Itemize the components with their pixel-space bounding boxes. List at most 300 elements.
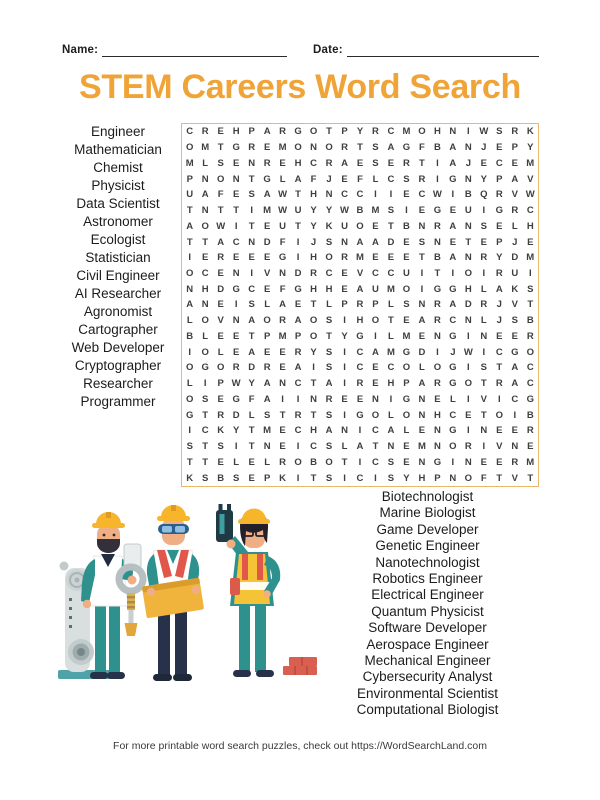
grid-letter-r23c2: S xyxy=(202,472,209,484)
grid-letter-r18c10: R xyxy=(325,393,333,405)
grid-letter-r6c22: R xyxy=(511,205,519,217)
footer-note: For more printable word search puzzles, check out https://WordSearchLand.com xyxy=(113,740,487,752)
word-list-item: Statistician xyxy=(85,250,151,265)
grid-letter-r10c12: V xyxy=(356,268,364,280)
grid-letter-r21c18: O xyxy=(449,441,457,453)
grid-letter-r6c1: T xyxy=(186,205,193,217)
grid-letter-r4c15: S xyxy=(403,173,410,185)
grid-letter-r15c12: C xyxy=(356,346,364,358)
grid-letter-r18c13: N xyxy=(372,393,379,405)
grid-letter-r6c21: G xyxy=(495,205,503,217)
grid-letter-r8c20: E xyxy=(480,236,487,248)
grid-letter-r4c16: R xyxy=(418,173,426,185)
grid-letter-r10c19: O xyxy=(464,268,473,280)
grid-letter-r11c13: U xyxy=(372,283,379,295)
grid-letter-r11c1: N xyxy=(186,283,194,295)
grid-letter-r19c6: S xyxy=(263,409,271,421)
grid-letter-r22c9: B xyxy=(310,456,317,468)
grid-letter-r7c16: N xyxy=(418,220,426,232)
engineers-illustration xyxy=(45,494,330,686)
grid-letter-r4c7: L xyxy=(279,173,286,185)
grid-letter-r12c1: A xyxy=(186,299,194,311)
grid-letter-r3c21: C xyxy=(495,157,503,169)
word-list-item: Data Scientist xyxy=(76,196,160,211)
name-label: Name: xyxy=(62,44,99,56)
grid-letter-r18c15: G xyxy=(402,393,411,405)
grid-letter-r10c3: E xyxy=(217,268,224,280)
grid-letter-r2c17: B xyxy=(433,142,441,154)
grid-letter-r1c4: H xyxy=(232,126,240,138)
grid-letter-r18c18: L xyxy=(449,393,456,405)
grid-letter-r9c11: R xyxy=(341,252,348,264)
grid-letter-r15c18: J xyxy=(450,346,456,358)
grid-letter-r20c21: E xyxy=(496,425,503,437)
grid-letter-r14c9: O xyxy=(309,330,318,342)
grid-letter-r19c15: O xyxy=(402,409,411,421)
wordsearch-grid xyxy=(181,123,539,487)
grid-letter-r3c10: R xyxy=(325,157,333,169)
grid-letter-r16c13: E xyxy=(372,362,379,374)
grid-letter-r1c5: P xyxy=(248,126,255,138)
grid-letter-r2c10: O xyxy=(325,142,333,154)
grid-letter-r15c8: R xyxy=(294,346,302,358)
grid-letter-r19c12: G xyxy=(356,409,364,421)
grid-letter-r12c22: V xyxy=(511,299,518,311)
grid-letter-r16c14: C xyxy=(387,362,395,374)
grid-letter-r15c19: W xyxy=(463,346,473,358)
grid-letter-r9c5: E xyxy=(248,252,255,264)
grid-letter-r12c23: T xyxy=(527,299,534,311)
grid-letter-r18c2: S xyxy=(202,393,209,405)
grid-letter-r18c16: N xyxy=(418,393,426,405)
grid-letter-r22c10: O xyxy=(325,456,333,468)
grid-letter-r19c3: R xyxy=(217,409,225,421)
grid-letter-r2c5: R xyxy=(248,142,256,154)
grid-letter-r13c23: B xyxy=(526,315,534,327)
grid-letter-r20c1: I xyxy=(188,425,192,437)
grid-letter-r3c16: T xyxy=(419,157,425,169)
grid-letter-r8c11: N xyxy=(341,236,348,248)
grid-letter-r17c3: P xyxy=(217,378,224,390)
grid-letter-r6c16: E xyxy=(418,205,426,217)
grid-letter-r9c20: R xyxy=(480,252,488,264)
grid-letter-r17c7: N xyxy=(279,378,287,390)
grid-letter-r5c19: B xyxy=(464,189,472,201)
grid-letter-r13c19: N xyxy=(464,315,472,327)
grid-letter-r3c18: A xyxy=(449,157,457,169)
grid-letter-r11c12: A xyxy=(356,283,364,295)
grid-letter-r22c4: L xyxy=(233,456,240,468)
grid-letter-r6c17: G xyxy=(433,205,442,217)
grid-letter-r6c10: Y xyxy=(325,205,333,217)
grid-letter-r23c11: I xyxy=(343,472,346,484)
grid-letter-r20c2: C xyxy=(201,425,209,437)
grid-letter-r5c11: C xyxy=(341,189,348,201)
grid-letter-r2c20: J xyxy=(481,142,487,154)
grid-letter-r18c23: G xyxy=(526,393,534,405)
grid-letter-r8c13: A xyxy=(372,236,379,248)
grid-letter-r17c22: A xyxy=(511,378,519,390)
grid-letter-r4c11: E xyxy=(341,173,348,185)
grid-letter-r20c18: G xyxy=(449,425,457,437)
grid-letter-r8c21: P xyxy=(496,236,503,248)
grid-letter-r1c21: S xyxy=(496,126,503,138)
grid-letter-r19c1: G xyxy=(186,409,194,421)
grid-letter-r20c13: C xyxy=(372,425,379,437)
grid-letter-r13c3: V xyxy=(217,315,224,327)
grid-letter-r17c23: C xyxy=(526,378,534,390)
grid-letter-r12c21: J xyxy=(496,299,502,311)
grid-letter-r14c4: E xyxy=(232,330,240,342)
grid-letter-r16c2: G xyxy=(201,362,209,374)
grid-letter-r18c12: E xyxy=(356,393,364,405)
grid-letter-r19c2: T xyxy=(202,409,209,421)
word-list-item: Researcher xyxy=(83,376,153,391)
grid-letter-r18c6: A xyxy=(263,393,271,405)
grid-letter-r9c2: E xyxy=(202,252,209,264)
grid-letter-r16c18: G xyxy=(449,362,457,374)
grid-letter-r13c4: N xyxy=(232,315,240,327)
word-list-item: Web Developer xyxy=(71,340,165,355)
grid-letter-r12c10: L xyxy=(326,299,332,311)
grid-letter-r3c12: E xyxy=(356,157,364,169)
grid-letter-r16c22: A xyxy=(511,362,519,374)
grid-letter-r13c17: R xyxy=(433,315,441,327)
grid-letter-r22c19: N xyxy=(464,456,472,468)
grid-letter-r21c12: A xyxy=(356,441,364,453)
grid-letter-r8c22: J xyxy=(512,236,518,248)
grid-letter-r7c23: H xyxy=(526,220,534,232)
grid-letter-r16c4: R xyxy=(232,362,240,374)
grid-letter-r9c13: E xyxy=(372,252,379,264)
grid-letter-r21c5: T xyxy=(248,441,255,453)
grid-letter-r18c17: E xyxy=(434,393,441,405)
grid-letter-r20c22: E xyxy=(511,425,518,437)
grid-letter-r8c19: T xyxy=(465,236,472,248)
grid-letter-r1c2: R xyxy=(201,126,209,138)
grid-letter-r2c11: R xyxy=(341,142,348,154)
grid-letter-r13c6: O xyxy=(263,315,271,327)
grid-letter-r8c1: T xyxy=(186,236,193,248)
grid-letter-r17c20: T xyxy=(480,378,487,390)
word-list-item: Physicist xyxy=(91,178,145,193)
grid-letter-r15c4: E xyxy=(232,346,240,358)
grid-letter-r2c8: O xyxy=(294,142,302,154)
grid-letter-r11c14: M xyxy=(386,283,395,295)
grid-letter-r7c20: S xyxy=(480,220,487,232)
grid-letter-r15c5: A xyxy=(248,346,256,358)
grid-letter-r1c20: W xyxy=(479,126,489,138)
grid-letter-r22c12: I xyxy=(358,456,362,468)
grid-letter-r15c10: S xyxy=(325,346,333,358)
grid-letter-r13c2: O xyxy=(201,315,209,327)
grid-letter-r8c2: T xyxy=(202,236,209,248)
grid-letter-r13c13: O xyxy=(371,315,380,327)
grid-letter-r14c13: I xyxy=(374,330,377,342)
grid-letter-r17c16: A xyxy=(418,378,426,390)
grid-letter-r22c16: N xyxy=(418,456,426,468)
grid-letter-r2c22: P xyxy=(511,142,518,154)
grid-letter-r10c17: T xyxy=(434,268,441,280)
grid-letter-r16c20: S xyxy=(480,362,487,374)
grid-letter-r23c19: O xyxy=(464,472,473,484)
grid-letter-r23c17: P xyxy=(434,472,441,484)
grid-letter-r2c12: T xyxy=(357,142,363,154)
grid-letter-r16c6: R xyxy=(263,362,271,374)
grid-letter-r3c8: H xyxy=(294,157,302,169)
grid-letter-r17c6: A xyxy=(263,378,271,390)
word-list-item: Agronomist xyxy=(83,304,153,319)
grid-letter-r23c14: S xyxy=(387,472,395,484)
grid-letter-r7c22: L xyxy=(511,220,518,232)
grid-letter-r15c20: I xyxy=(482,346,486,358)
grid-letter-r14c2: L xyxy=(202,330,209,342)
grid-letter-r12c8: E xyxy=(294,299,302,311)
grid-letter-r13c15: E xyxy=(403,315,410,327)
grid-letter-r1c17: H xyxy=(433,126,441,138)
grid-letter-r22c5: E xyxy=(248,456,255,468)
grid-letter-r11c7: F xyxy=(279,283,286,295)
grid-letter-r3c19: J xyxy=(465,157,471,169)
grid-letter-r14c19: I xyxy=(467,330,470,342)
grid-letter-r2c6: E xyxy=(263,142,271,154)
grid-letter-r21c8: I xyxy=(296,441,300,453)
grid-letter-r18c7: I xyxy=(281,393,284,405)
grid-letter-r17c19: O xyxy=(464,378,473,390)
grid-letter-r8c5: N xyxy=(248,236,256,248)
grid-letter-r13c7: R xyxy=(279,315,287,327)
grid-letter-r21c16: M xyxy=(417,441,426,453)
grid-letter-r17c9: T xyxy=(310,378,317,390)
grid-letter-r10c2: C xyxy=(201,268,209,280)
grid-letter-r5c15: E xyxy=(403,189,410,201)
grid-letter-r12c18: A xyxy=(449,299,457,311)
grid-letter-r8c18: E xyxy=(449,236,457,248)
grid-letter-r4c19: N xyxy=(464,173,472,185)
grid-letter-r9c1: I xyxy=(188,252,192,264)
grid-letter-r5c21: R xyxy=(495,189,503,201)
grid-letter-r12c12: R xyxy=(356,299,364,311)
grid-letter-r21c19: R xyxy=(464,441,472,453)
grid-letter-r1c9: O xyxy=(309,126,318,138)
grid-letter-r7c3: W xyxy=(216,220,226,232)
grid-letter-r17c17: R xyxy=(433,378,441,390)
grid-letter-r6c11: W xyxy=(340,205,349,217)
grid-letter-r6c20: I xyxy=(482,205,486,217)
grid-letter-r14c5: T xyxy=(248,330,255,342)
grid-letter-r11c6: E xyxy=(263,283,271,295)
grid-letter-r20c11: N xyxy=(341,425,348,437)
grid-letter-r2c14: A xyxy=(387,142,395,154)
grid-letter-r10c6: V xyxy=(263,268,271,280)
grid-letter-r17c5: Y xyxy=(248,378,255,390)
grid-letter-r10c7: N xyxy=(279,268,287,280)
grid-letter-r1c3: E xyxy=(217,126,224,138)
word-list-item: Engineer xyxy=(90,124,146,139)
grid-letter-r12c16: N xyxy=(418,299,426,311)
grid-letter-r21c15: E xyxy=(403,441,410,453)
grid-letter-r1c12: Y xyxy=(356,126,364,138)
grid-letter-r9c8: I xyxy=(296,252,300,264)
grid-letter-r4c13: L xyxy=(372,173,379,185)
grid-letter-r4c14: C xyxy=(387,173,395,185)
grid-letter-r20c6: M xyxy=(263,425,272,437)
grid-letter-r20c5: T xyxy=(248,425,255,437)
grid-letter-r3c6: R xyxy=(263,157,271,169)
grid-letter-r2c18: A xyxy=(449,142,457,154)
grid-letter-r15c9: Y xyxy=(310,346,317,358)
grid-letter-r9c19: N xyxy=(464,252,472,264)
grid-letter-r7c5: T xyxy=(248,220,255,232)
name-field xyxy=(62,43,287,57)
grid-letter-r2c13: S xyxy=(372,142,379,154)
grid-letter-r17c12: R xyxy=(356,378,364,390)
grid-letter-r22c8: O xyxy=(294,456,302,468)
grid-letter-r6c6: M xyxy=(263,205,272,217)
grid-letter-r12c14: L xyxy=(388,299,394,311)
grid-letter-r13c18: C xyxy=(449,315,457,327)
grid-letter-r3c7: E xyxy=(279,157,286,169)
grid-letter-r22c11: T xyxy=(341,456,348,468)
grid-letter-r1c18: N xyxy=(449,126,457,138)
grid-letter-r22c1: T xyxy=(186,456,193,468)
word-list-item: Cartographer xyxy=(78,322,158,337)
grid-letter-r5c17: W xyxy=(432,189,442,201)
grid-letter-r21c7: E xyxy=(279,441,286,453)
grid-letter-r23c23: T xyxy=(527,472,534,484)
word-list-item: Robotics Engineer xyxy=(372,571,483,587)
grid-letter-r23c18: N xyxy=(449,472,457,484)
grid-letter-r21c14: N xyxy=(387,441,395,453)
grid-letter-r6c19: U xyxy=(464,205,472,217)
grid-letter-r21c21: V xyxy=(496,441,503,453)
grid-letter-r15c15: G xyxy=(402,346,411,358)
grid-letter-r9c7: G xyxy=(278,252,287,264)
grid-letter-r22c6: L xyxy=(264,456,271,468)
grid-letter-r5c7: W xyxy=(278,189,288,201)
grid-letter-r14c17: N xyxy=(433,330,441,342)
grid-letter-r16c7: E xyxy=(279,362,286,374)
grid-letter-r17c10: A xyxy=(325,378,333,390)
grid-letter-r4c23: V xyxy=(527,173,534,185)
grid-letter-r3c22: E xyxy=(511,157,518,169)
grid-letter-r5c1: U xyxy=(186,189,194,201)
grid-letter-r7c2: O xyxy=(201,220,209,232)
grid-letter-r11c10: H xyxy=(325,283,333,295)
grid-letter-r8c10: S xyxy=(325,236,333,248)
grid-letter-r7c9: Y xyxy=(310,220,317,232)
grid-letter-r20c19: I xyxy=(467,425,470,437)
grid-letter-r17c11: I xyxy=(343,378,346,390)
grid-letter-r23c3: B xyxy=(217,472,225,484)
grid-letter-r14c22: E xyxy=(511,330,518,342)
word-list-item: AI Researcher xyxy=(74,286,162,301)
grid-letter-r12c11: P xyxy=(341,299,348,311)
grid-letter-r11c21: A xyxy=(495,283,503,295)
word-list-item: Cybersecurity Analyst xyxy=(362,669,493,685)
grid-letter-r5c4: E xyxy=(232,189,240,201)
grid-letter-r11c5: C xyxy=(248,283,256,295)
grid-letter-r23c6: P xyxy=(263,472,271,484)
grid-letter-r18c9: N xyxy=(310,393,317,405)
grid-letter-r12c9: T xyxy=(310,299,317,311)
grid-letter-r3c3: S xyxy=(217,157,224,169)
grid-letter-r4c1: P xyxy=(186,173,193,185)
grid-letter-r19c13: O xyxy=(371,409,380,421)
grid-letter-r21c11: L xyxy=(341,441,348,453)
grid-letter-r6c13: M xyxy=(371,205,380,217)
grid-letter-r11c3: D xyxy=(217,283,225,295)
grid-letter-r3c13: S xyxy=(372,157,379,169)
grid-letter-r10c10: C xyxy=(325,268,333,280)
grid-letter-r11c4: G xyxy=(232,283,240,295)
grid-letter-r3c9: C xyxy=(310,157,317,169)
grid-letter-r13c9: O xyxy=(309,315,318,327)
grid-letter-r21c17: N xyxy=(433,441,441,453)
grid-letter-r12c4: I xyxy=(234,299,238,311)
grid-letter-r12c2: N xyxy=(201,299,209,311)
grid-letter-r7c18: A xyxy=(449,220,457,232)
grid-letter-r1c16: O xyxy=(418,126,426,138)
grid-letter-r22c7: R xyxy=(279,456,287,468)
grid-letter-r3c4: E xyxy=(232,157,240,169)
grid-letter-r1c10: T xyxy=(326,126,332,138)
grid-letter-r10c13: C xyxy=(372,268,379,280)
grid-letter-r4c2: N xyxy=(201,173,209,185)
grid-letter-r16c23: C xyxy=(526,362,534,374)
grid-letter-r16c19: I xyxy=(467,362,470,374)
grid-letter-r16c11: I xyxy=(343,362,346,374)
grid-letter-r23c20: F xyxy=(480,472,487,484)
grid-letter-r19c14: L xyxy=(388,409,394,421)
grid-letter-r5c9: H xyxy=(310,189,317,201)
grid-letter-r19c19: E xyxy=(465,409,472,421)
word-list-item: Genetic Engineer xyxy=(375,538,480,554)
grid-letter-r13c1: L xyxy=(186,315,193,327)
grid-letter-r18c19: I xyxy=(467,393,470,405)
grid-letter-r11c17: G xyxy=(433,283,442,295)
grid-letter-r6c23: C xyxy=(526,205,534,217)
grid-letter-r5c12: C xyxy=(356,189,364,201)
grid-letter-r14c15: M xyxy=(402,330,411,342)
grid-letter-r9c15: E xyxy=(403,252,410,264)
grid-letter-r23c9: T xyxy=(310,472,317,484)
grid-letter-r23c4: S xyxy=(232,472,240,484)
grid-letter-r18c8: I xyxy=(296,393,300,405)
grid-letter-r4c5: T xyxy=(248,173,255,185)
grid-letter-r14c6: P xyxy=(263,330,271,342)
grid-letter-r23c16: H xyxy=(418,472,426,484)
grid-letter-r7c8: T xyxy=(295,220,301,232)
word-list-item: Quantum Physicist xyxy=(371,603,484,619)
grid-letter-r9c6: E xyxy=(263,252,271,264)
grid-letter-r18c5: F xyxy=(248,393,255,405)
grid-letter-r18c20: V xyxy=(480,393,487,405)
grid-letter-r18c14: I xyxy=(389,393,393,405)
date-field xyxy=(313,43,539,57)
grid-letter-r23c15: Y xyxy=(403,472,410,484)
word-list-left xyxy=(43,123,193,411)
grid-letter-r20c16: E xyxy=(418,425,426,437)
grid-letter-r19c8: R xyxy=(294,409,302,421)
grid-letter-r8c15: E xyxy=(403,236,410,248)
grid-letter-r18c4: G xyxy=(232,393,240,405)
grid-letter-r7c21: E xyxy=(496,220,503,232)
grid-letter-r8c7: F xyxy=(279,236,286,248)
grid-letter-r10c16: I xyxy=(420,268,424,280)
grid-letter-r20c14: A xyxy=(387,425,395,437)
grid-letter-r18c22: C xyxy=(511,393,519,405)
